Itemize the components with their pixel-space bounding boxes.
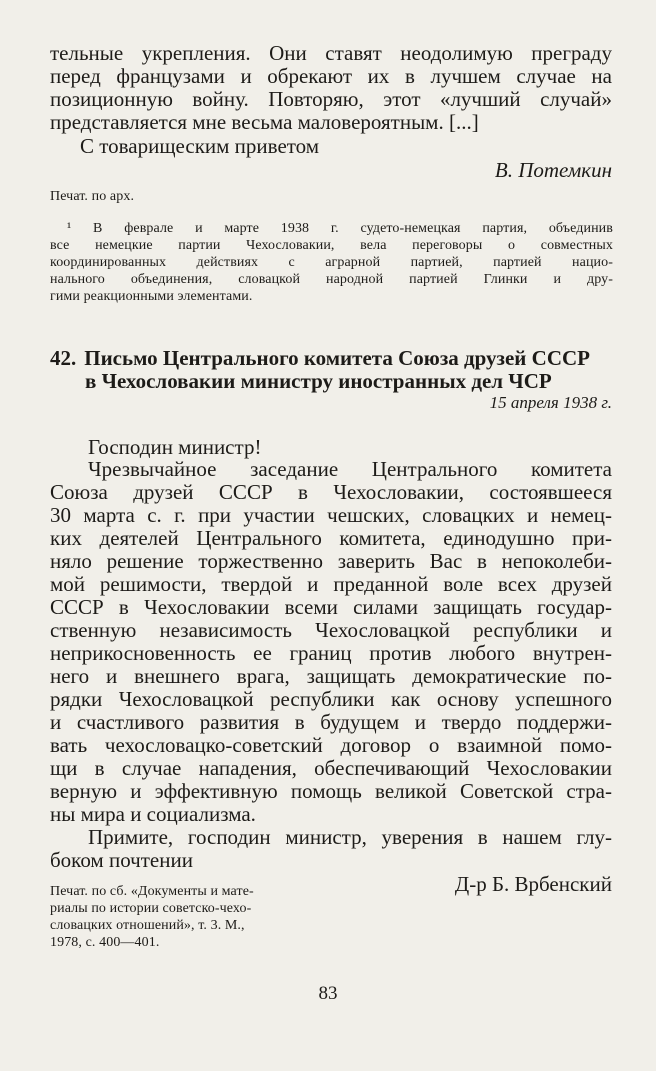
body-line: позиционную войну. Повторяю, этот «лучший случай» [50,87,612,111]
closing-line: боком почтении [50,848,193,872]
document-title-line2: в Чехословакии министру иностранных дел ЧСР [85,369,552,393]
source-line: Печат. по сб. «Документы и мате- [50,884,254,899]
signature-text: Д-р Б. Врбенский [454,872,612,896]
letter-line: рядки Чехословацкой республики как основу успешного [50,687,612,711]
source-note: Печат. по арх. [50,189,135,204]
letter-line: и счастливого развития в будущем и твердо поддержи- [50,710,612,734]
letter-line: щи в случае нападения, обеспечивающий Чехословакии [50,756,612,780]
signature-potemkin: В. Потемкин [494,158,612,182]
source-line: риалы по истории советско-чехо- [50,901,252,916]
source-line: словацких отношений», т. 3. М., [50,918,245,933]
letter-line: неприкосновенность ее границ против любого внутрен- [50,641,612,665]
footnote-line: нального объединения, словацкой народной партией Глинки и дру- [50,272,613,287]
footnote-line: ¹ В феврале и марте 1938 г. судето-немецкая партия, объединив [67,221,613,236]
letter-line: СССР в Чехословакии всеми силами защищать государ- [50,595,612,619]
body-line: тельные укрепления. Они ставят неодолимую преграду [50,41,612,65]
page-number: 83 [318,983,338,1004]
letter-line: вать чехословацко-советский договор о взаимной помо- [50,733,612,757]
footnote-line: гими реакционными элементами. [50,289,253,304]
source-line: 1978, с. 400—401. [50,935,160,950]
document-title-text: Письмо Центрального комитета Союза друзей СССР [84,346,590,370]
salutation: Господин министр! [88,435,262,459]
letter-line: ственную независимость Чехословацкой республики и [50,618,612,642]
signature-vrbensky [455,873,612,896]
letter-line: ны мира и социализма. [50,802,256,826]
letter-line: Союза друзей СССР в Чехословакии, состоявшееся [50,480,612,504]
body-line: представляется мне весьма маловероятным. [...] [50,110,479,134]
letter-line: мой решимости, твердой и преданной воле всех друзей [50,572,612,596]
source-reference [50,883,310,951]
letter-line: верную и эффективную помощь великой Советской стра- [50,779,612,803]
letter-line: 30 марта с. г. при участии чешских, словацких и немец- [50,503,612,527]
closing-line: Примите, господин министр, уверения в нашем глу- [88,825,612,849]
document-date: 15 апреля 1938 г. [489,393,612,412]
letter-line: ких деятелей Центрального комитета, единодушно при- [50,526,612,550]
letter-line: няло решение торжественно заверить Вас в непоколеби- [50,549,612,573]
footnote-line: координированных действиях с аграрной партией, партией нацио- [50,255,613,270]
document-title-line1 [50,347,612,370]
closing-phrase: С товарищеским приветом [80,134,320,158]
footnote-line: все немецкие партии Чехословакии, вела переговоры о совместных [50,238,613,253]
letter-line: Чрезвычайное заседание Центрального комитета [88,457,612,481]
letter-line: него и внешнего врага, защищать демократические по- [50,664,612,688]
body-line: перед французами и обрекают их в лучшем случае на [50,64,612,88]
document-number: 42. [50,346,77,370]
